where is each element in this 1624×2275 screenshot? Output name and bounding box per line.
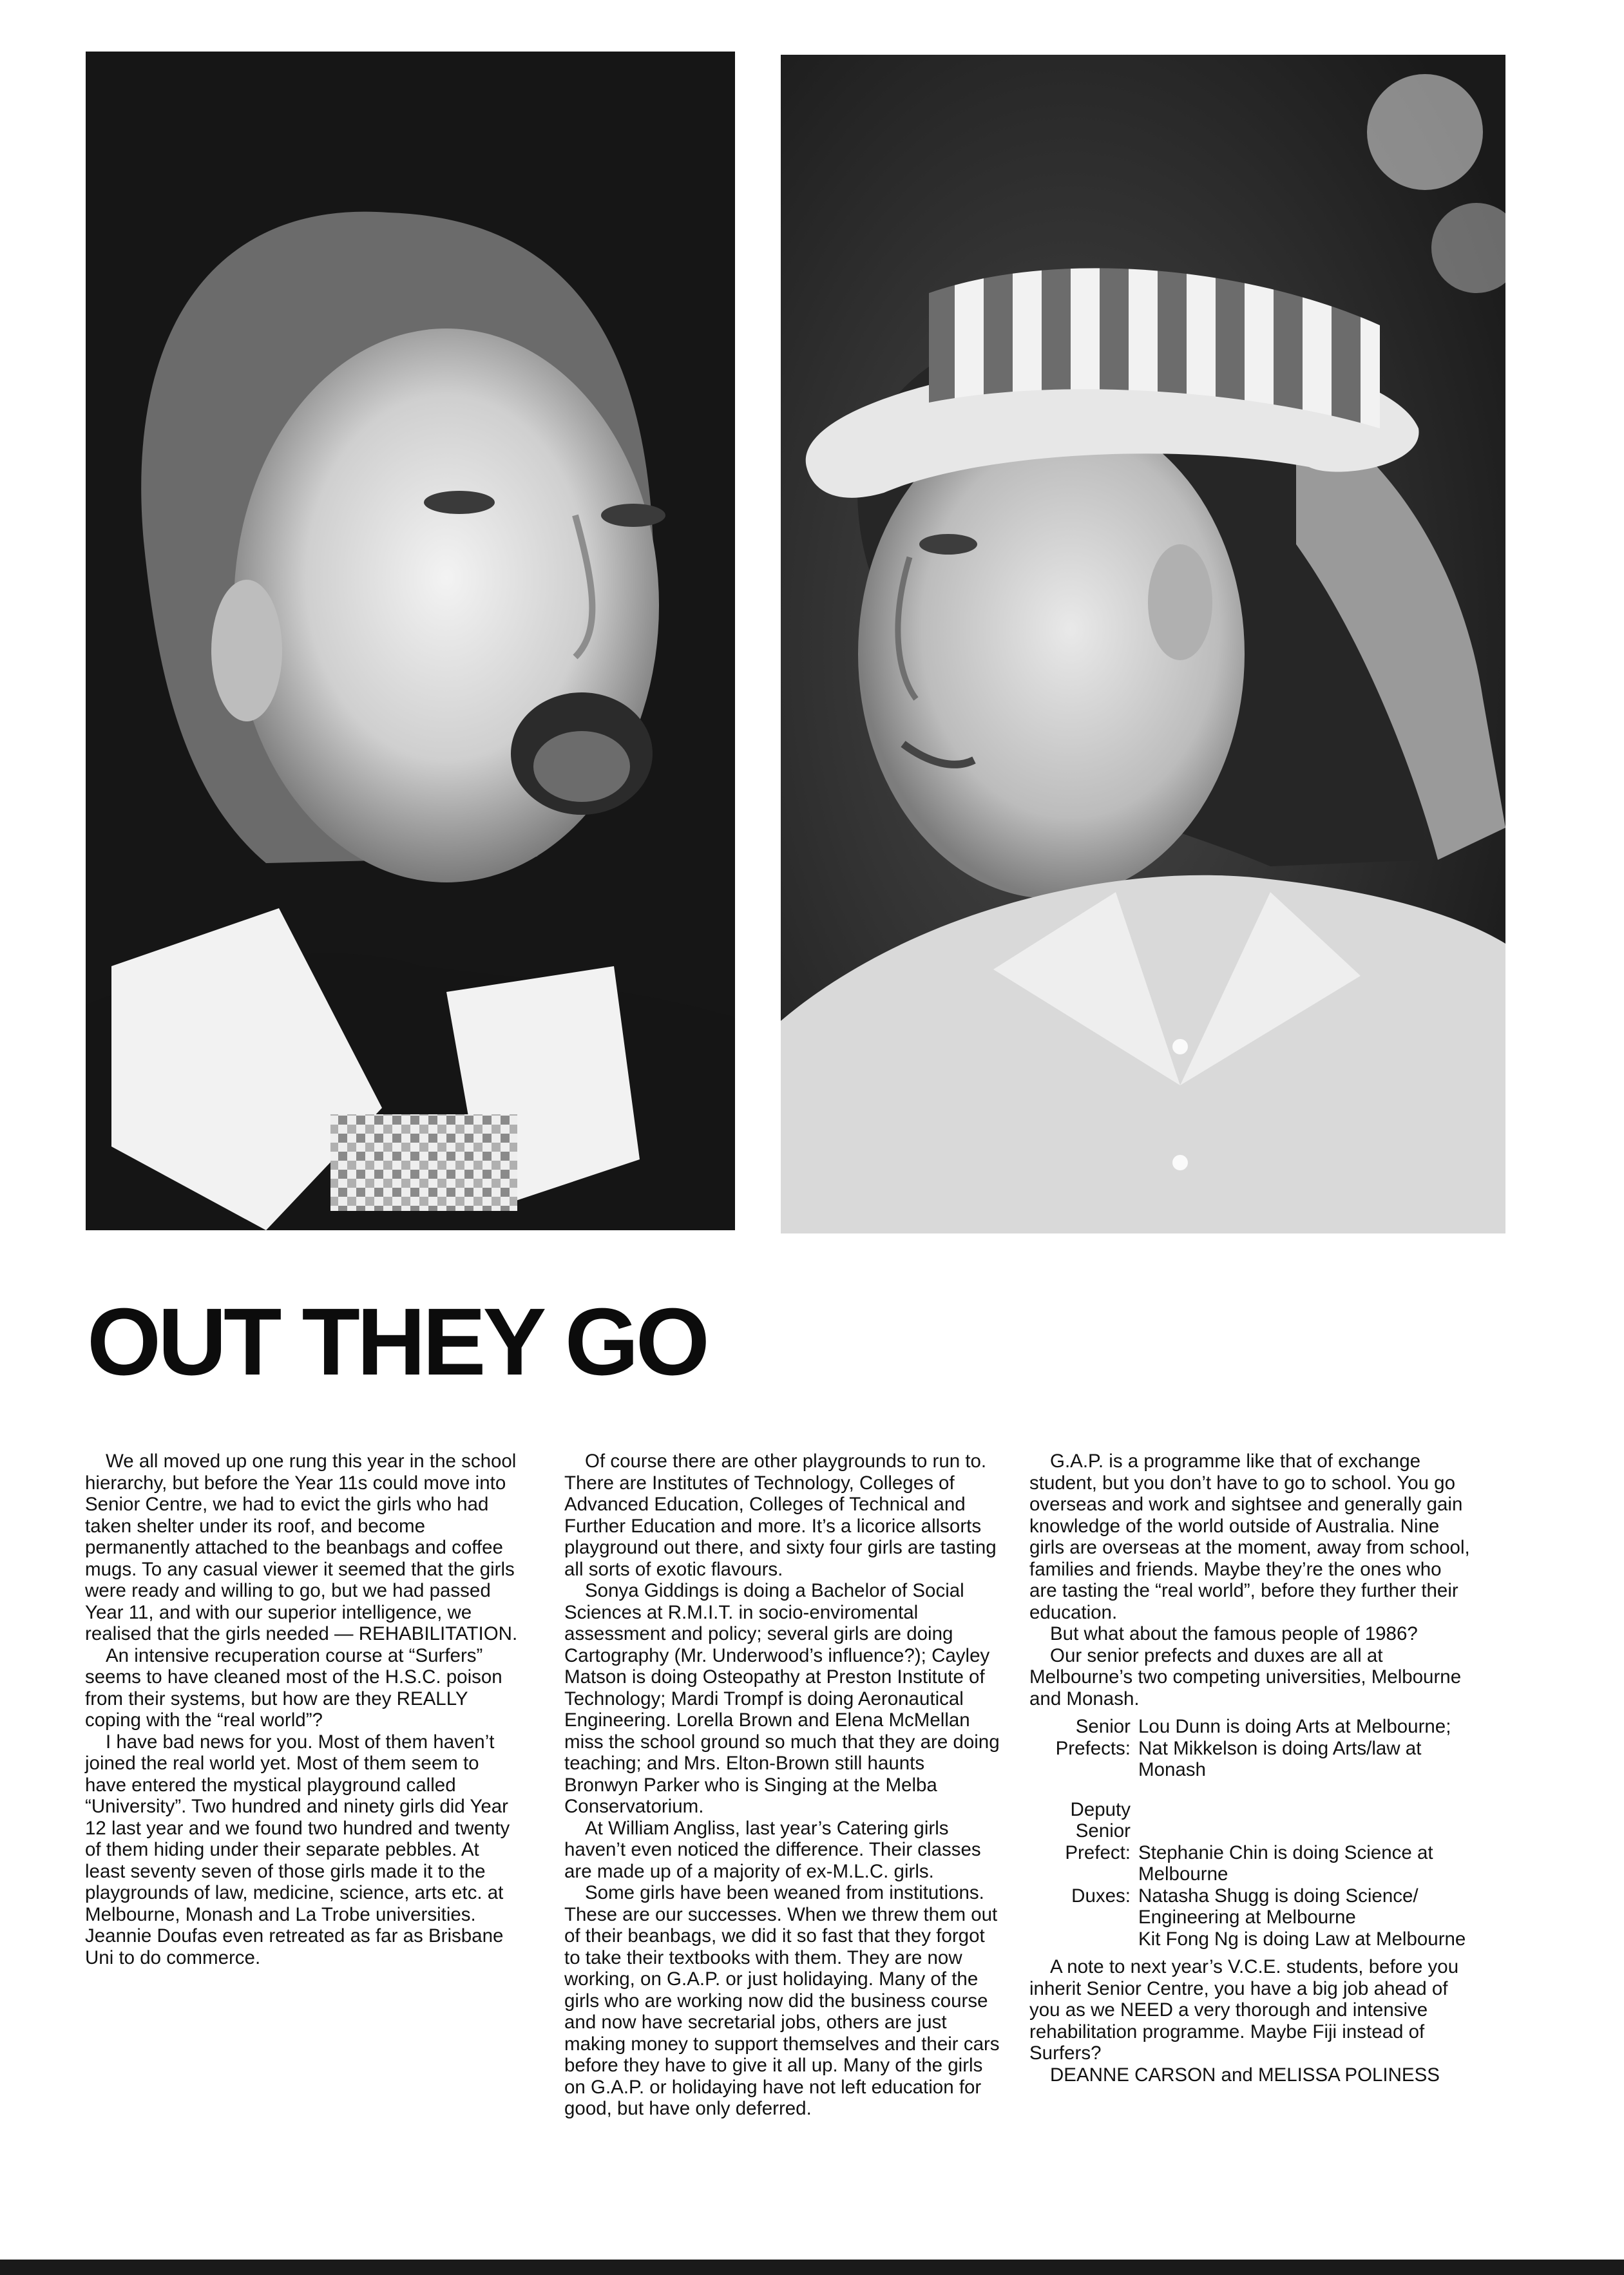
girl-striped-hat-photo-icon: [781, 55, 1505, 1233]
photo-left: [86, 52, 735, 1230]
officer-name: Lou Dunn is doing Arts at Melbourne; Nat Mikkelson is doing Arts/law at Monash: [1138, 1716, 1451, 1780]
paragraph: Some girls have been weaned from institutions. These are our successes. When we threw them out of their beanbags, we did it so fast that they forgot to take their textbooks with them. They are now working, on G.A.P. or just holidaying. Many of the girls who are working now did the business course and now have secretarial jobs, others are just making money to support themselves and their cars before they have to give it all up. Many of the girls on G.A.P. or holidaying have not left education for good, but have only deferred.: [564, 1882, 1000, 2119]
officer-role: Senior Prefects:: [1055, 1716, 1131, 1759]
paragraph: But what about the famous people of 1986?: [1050, 1623, 1418, 1644]
page-bottom-edge: [0, 2260, 1624, 2275]
article-column-3: [1029, 1451, 1474, 2086]
paragraph: Our senior prefects and duxes are all at Melbourne’s two competing universities, Melbourne and Monash.: [1029, 1644, 1462, 1709]
officer-row-senior-prefects: [1029, 1716, 1474, 1781]
paragraph: An intensive recuperation course at “Surfers” seems to have cleaned most of the H.S.C. poison from their systems, but how are they REALLY coping with the “real world”?: [85, 1644, 502, 1731]
paragraph: Sonya Giddings is doing a Bachelor of Social Sciences at R.M.I.T. in socio-enviromental assessment and policy; several girls are doing Cartography (Mr. Underwood’s influence?); Cayley Matson is doing Osteopathy at Preston Institute of Technology; Mardi Trompf is doing Aeronautical Engineering. Lorella Brown and Elena McMellan miss the school ground so much that they are doing teaching; and Mrs. Elton-Brown still haunts Bronwyn Parker who is Singing at the Melba Conservatorium.: [564, 1580, 1000, 1817]
paragraph: A note to next year’s V.C.E. students, before you inherit Senior Centre, you have a big job ahead of you as we NEED a very thorough and intensive rehabilitation programme. Maybe Fiji instead of Surfers?: [1029, 1956, 1459, 2064]
officer-names: [1138, 1716, 1474, 1781]
paragraph: I have bad news for you. Most of them haven’t joined the real world yet. Most of them seem to have entered the mystical playground called “University”. Two hundred and ninety girls did Year 12 last year and we found two hundred and twenty of them hiding under their separate pebbles. At least seventy seven of those girls made it to the playgrounds of law, medicine, science, arts etc. at Melbourne, Monash and La Trobe universities. Jeannie Doufas even retreated as far as Brisbane Uni to do commerce.: [85, 1731, 510, 1968]
byline: DEANNE CARSON and MELISSA POLINESS: [1050, 2064, 1440, 2086]
article-column-2: [564, 1451, 1002, 2120]
officer-name: Natasha Shugg is doing Science/ Engineering at Melbourne: [1138, 1885, 1419, 1928]
officer-name: Stephanie Chin is doing Science at Melbourne: [1138, 1842, 1433, 1885]
paragraph: Of course there are other playgrounds to run to. There are Institutes of Technology, Colleges of Advanced Education, Colleges of Technical and Further Education and more. It’s a licorice allsorts playground out there, and sixty four girls are tasting all sorts of exotic flavours.: [564, 1451, 997, 1580]
officer-names: [1138, 1799, 1474, 1885]
photo-right: [781, 55, 1505, 1233]
girl-shouting-photo-icon: [86, 52, 735, 1230]
article-column-1: [85, 1451, 520, 1968]
officer-role: Deputy Senior Prefect:: [1065, 1798, 1131, 1863]
officer-row-deputy: [1029, 1799, 1474, 1885]
officer-names: [1138, 1885, 1474, 1950]
officer-name: Kit Fong Ng is doing Law at Melbourne: [1138, 1928, 1466, 1950]
paragraph: At William Angliss, last year’s Catering girls haven’t even noticed the difference. Their classes are made up of a majority of ex-M.L.C. girls.: [564, 1817, 981, 1882]
officer-role: Duxes:: [1071, 1885, 1131, 1907]
paragraph: G.A.P. is a programme like that of exchange student, but you don’t have to go to school. You go overseas and work and sightsee and generally gain knowledge of the world outside of Australia. Nine girls are overseas at the moment, away from school, families and friends. Maybe they’re the ones who are tasting the “real world”, before they further their education.: [1029, 1451, 1470, 1623]
officer-row-duxes: [1029, 1885, 1474, 1950]
headline: OUT THEY GO: [87, 1289, 707, 1395]
officers-list: [1029, 1716, 1474, 1950]
paragraph: We all moved up one rung this year in the school hierarchy, but before the Year 11s could move into Senior Centre, we had to evict the girls who had taken shelter under its roof, and become permanently attached to the beanbags and coffee mugs. To any casual viewer it seemed that the girls were ready and willing to go, but we had passed Year 11, and with our superior intelligence, we realised that the girls needed — REHABILITATION.: [85, 1451, 518, 1644]
